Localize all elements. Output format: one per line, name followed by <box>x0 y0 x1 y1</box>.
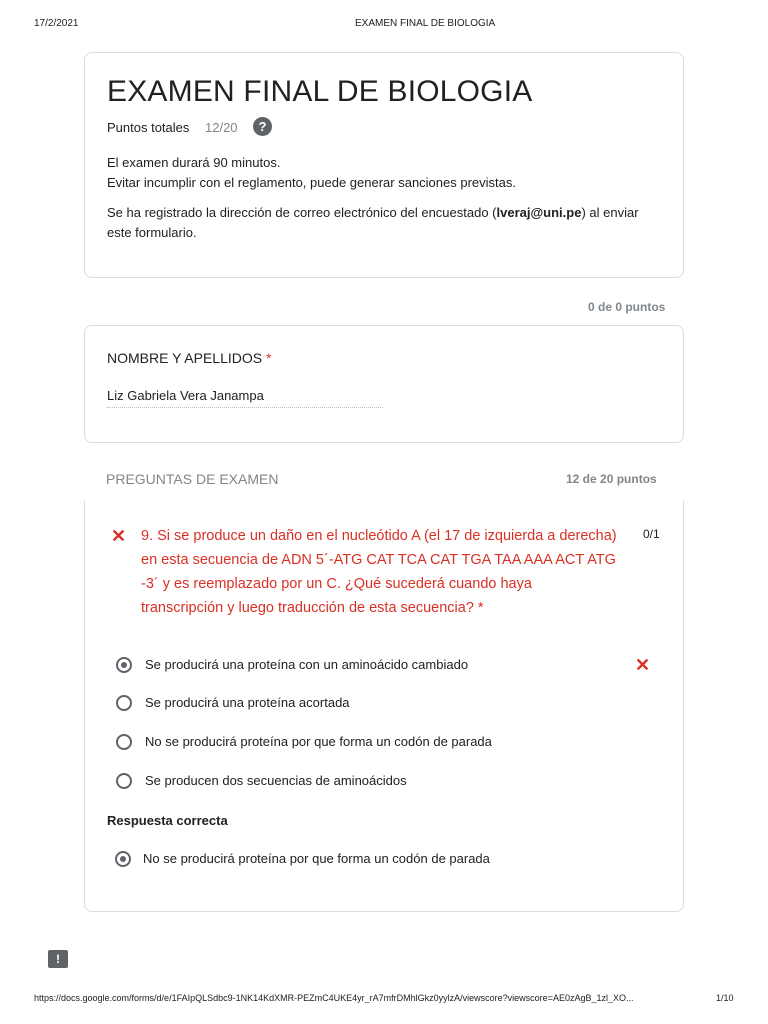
option-radio-selected[interactable] <box>116 657 132 673</box>
print-title: EXAMEN FINAL DE BIOLOGIA <box>355 18 496 29</box>
option-label[interactable]: No se producirá proteína por que forma un codón de parada <box>145 734 492 749</box>
report-feedback-icon[interactable]: ! <box>48 950 68 968</box>
form-description <box>107 153 516 193</box>
email-notice <box>107 203 667 243</box>
correct-answer-radio <box>115 851 131 867</box>
question-line: 9. Si se produce un daño en el nucleótido A (el 17 de izquierda a derecha) <box>141 528 617 544</box>
section-score: 0 de 0 puntos <box>588 300 666 314</box>
option-radio[interactable] <box>116 695 132 711</box>
print-date: 17/2/2021 <box>34 18 79 29</box>
option-radio[interactable] <box>116 773 132 789</box>
section-score: 12 de 20 puntos <box>566 472 657 486</box>
correct-answer-label: No se producirá proteína por que forma un codón de parada <box>143 851 490 866</box>
email-notice-line: este formulario. <box>107 225 197 240</box>
question-card <box>84 500 684 912</box>
form-header-card <box>84 52 684 278</box>
help-icon[interactable]: ? <box>253 117 272 136</box>
total-points-value: 12/20 <box>205 120 238 135</box>
option-label[interactable]: Se producen dos secuencias de aminoácidos <box>145 773 407 788</box>
option-label[interactable]: Se producirá una proteína con un aminoácido cambiado <box>145 657 469 672</box>
question-score: 0/1 <box>643 527 660 541</box>
wrong-x-icon: ✕ <box>111 526 127 546</box>
wrong-answer-x-icon: ✕ <box>635 655 651 675</box>
question-line: en esta secuencia de ADN 5´-ATG CAT TCA CAT TGA TAA AAA ACT ATG <box>141 552 616 568</box>
description-line: El examen durará 90 minutos. <box>107 155 281 170</box>
name-question-card <box>84 325 684 443</box>
correct-answer-title: Respuesta correcta <box>107 813 228 828</box>
question-line: transcripción y luego traducción de esta secuencia? * <box>141 600 484 616</box>
option-radio[interactable] <box>116 734 132 750</box>
question-text <box>141 524 641 620</box>
description-line: Evitar incumplir con el reglamento, puede generar sanciones previstas. <box>107 175 516 190</box>
option-label[interactable]: Se producirá una proteína acortada <box>145 695 350 710</box>
email-notice-line: Se ha registrado la dirección de correo electrónico del encuestado (lveraj@uni.pe) al enviar <box>107 205 639 220</box>
required-mark: * <box>266 350 272 366</box>
total-points-label: Puntos totales <box>107 120 190 135</box>
print-url: https://docs.google.com/forms/d/e/1FAIpQLSdbc9-1NK14KdXMR-PEZmC4UKE4yr_rA7mfrDMhlGkz0yylzA/viewscore?viewscore=AE0zAgB_1zl_XO... <box>34 993 634 1003</box>
form-title: EXAMEN FINAL DE BIOLOGIA <box>107 75 533 108</box>
print-page-number: 1/10 <box>716 993 734 1003</box>
question-title: NOMBRE Y APELLIDOS * <box>107 350 272 366</box>
section-title: PREGUNTAS DE EXAMEN <box>106 471 279 487</box>
name-answer: Liz Gabriela Vera Janampa <box>107 388 383 408</box>
question-line: -3´ y es reemplazado por un C. ¿Qué sucederá cuando haya <box>141 576 532 592</box>
respondent-email: lveraj@uni.pe <box>496 205 582 220</box>
